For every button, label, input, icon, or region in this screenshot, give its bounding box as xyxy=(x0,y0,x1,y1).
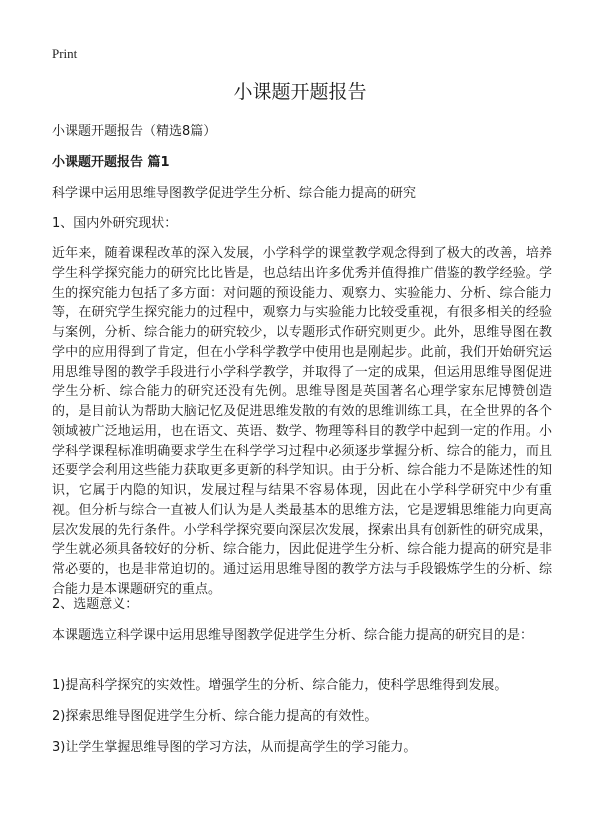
part2-paragraph: 本课题选立科学课中运用思维导图教学促进学生分析、综合能力提高的研究目的是： xyxy=(52,628,534,643)
part1-heading: 1、国内外研究现状： xyxy=(52,216,178,231)
section-heading: 小课题开题报告 篇1 xyxy=(52,155,170,170)
document-subtitle: 小课题开题报告（精选8篇） xyxy=(52,124,217,139)
research-topic: 科学课中运用思维导图教学促进学生分析、综合能力提高的研究 xyxy=(52,186,417,201)
print-link[interactable]: Print xyxy=(52,46,78,61)
part2-heading: 2、选题意义： xyxy=(52,597,139,612)
list-item: 1)提高科学探究的实效性。增强学生的分析、综合能力，使科学思维得到发展。 xyxy=(52,678,508,693)
part1-paragraph: 近年来，随着课程改革的深入发展，小学科学的课堂教学观念得到了极大的改善，培养学生科学探究能力的研究比比皆是，也总结出许多优秀并值得推广借鉴的教学经验。学生的探究能力包括了多方面：对问题的预设能力、观察力、实验能力、分析、综合能力等，在研究学生探究能力的过程中，观察力与实验能力比较受重视，有很多相关的经验与案例，分析、综合能力的研究较少，以专题形式作研究则更少。此外，思维导图在教学中的应用得到了肯定，但在小学科学教学中使用也是刚起步。此前，我们开始研究运用思维导图的教学手段进行小学科学教学，并取得了一定的成果，但运用思维导图促进学生分析、综合能力的研究还没有先例。思维导图是英国著名心理学家东尼博赞创造的，是目前认为帮助大脑记忆及促进思维发散的有效的思维训练工具，在全世界的各个领域被广泛地运用，也在语文、英语、数学、物理等科目的教学中起到一定的作用。小学科学课程标准明确要求学生在科学学习过程中必须逐步掌握分析、综合的能力，而且还要学会利用这些能力获取更多更新的科学知识。由于分析、综合能力不是陈述性的知识，它属于内隐的知识，发展过程与结果不容易体现，因此在小学科学研究中少有重视。但分析与综合一直被人们认为是人类最基本的思维方法，它是逻辑思维能力向更高层次发展的先行条件。小学科学探究要向深层次发展，探索出具有创新性的研究成果，学生就必须具备较好的分析、综合能力，因此促进学生分析、综合能力提高的研究是非常必要的，也是非常迫切的。通过运用思维导图的教学方法与手段锻炼学生的分析、综合能力是本课题研究的重点。 xyxy=(52,246,552,597)
document-title: 小课题开题报告 xyxy=(233,81,367,103)
list-item: 3)让学生掌握思维导图的学习方法，从而提高学生的学习能力。 xyxy=(52,740,417,755)
list-item: 2)探索思维导图促进学生分析、综合能力提高的有效性。 xyxy=(52,709,378,724)
